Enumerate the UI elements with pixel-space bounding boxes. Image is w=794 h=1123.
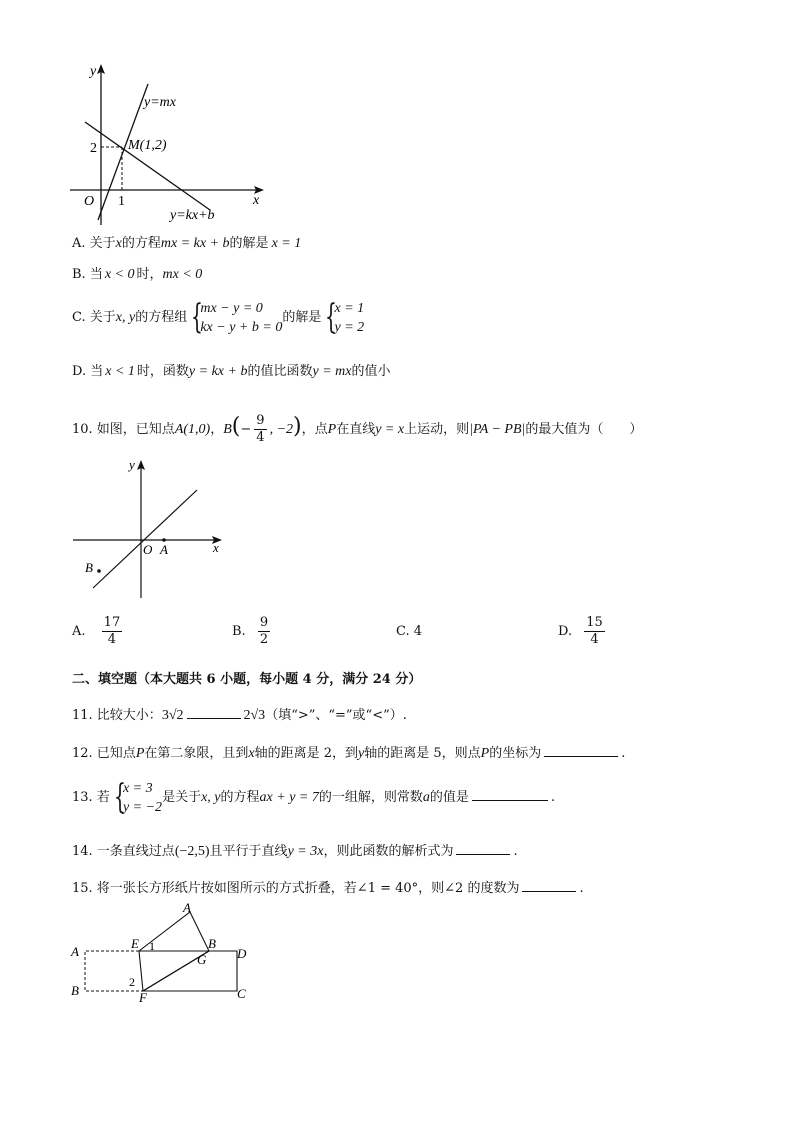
q9-option-a [72,235,301,253]
answer-blank[interactable] [472,788,548,801]
tick-2: 2 [90,141,97,156]
label-x: x [213,540,219,555]
text: 14. 一条直线过点 [72,844,175,859]
text: （填“>”、“=”或“<”）. [265,708,407,723]
solution-c: { x = 1 y = 2 [325,296,365,337]
text: 是关于 [162,790,202,805]
line-y-kx-b [85,122,210,210]
math: y = kx + b [188,364,248,379]
eq: x = 3 [122,780,153,796]
math: P [480,746,490,761]
label-c: C [237,986,246,1001]
line-y-x [93,490,197,588]
math: y = x [375,422,405,437]
label-point-m: M(1,2) [128,138,167,153]
math: |PA − PB| [469,422,526,437]
text: 的一组解，则常数 [318,790,423,805]
text: 的解是 [282,310,322,325]
text: C. 4 [396,624,423,639]
text: 在直线 [336,422,376,437]
math: (−2,5) [174,844,210,859]
label-d: D [237,946,247,961]
text: B. [232,624,246,639]
eq: y = −2 [122,799,163,815]
q10-stem: 10. 如图，已知点A(1,0)，B(− $\frac{9}{4}$ , −2)，点P在直线y = x上运动，则|PA − PB|的最大值为（ ） [72,413,643,445]
text: 的方程 [220,790,260,805]
system-c: { mx − y = 0 kx − y + b = 0 [191,296,283,337]
text: 且平行于直线 [209,844,288,859]
fraction: $\frac{9}{2}$ [259,615,269,647]
text: 轴的距离是 5，则点 [364,746,481,761]
answer-blank[interactable] [522,879,576,892]
text: . [513,844,518,859]
text: 时， [136,267,163,282]
text: 时，函数 [136,364,189,379]
label-f: F [139,990,147,1005]
q9-option-b [72,266,202,284]
q12 [72,744,625,763]
fraction: $\frac{15}{4}$ [586,615,603,647]
label-o: O [143,542,153,557]
text: 15. 将一张长方形纸片按如图所示的方式折叠，若∠1 = 40°，则∠2 的度数为 [72,881,520,896]
label-y: y [90,64,97,79]
text: 轴的距离是 2，到 [254,746,359,761]
math: x < 0 [104,267,135,282]
label-a-top: A [183,900,191,915]
fraction: $\frac{9}{4}$ [256,413,265,445]
point-a: A(1,0) [174,422,211,437]
math: x = 1 [271,236,302,251]
figure-fold [65,900,265,1005]
math: x, y [115,310,136,325]
q13 [72,778,555,818]
text: 的解是 [229,236,269,251]
math: P [327,422,337,437]
label-b-left: B [71,983,79,998]
point-b: B [223,422,232,437]
q10-option-a [72,614,125,650]
label-b: B [85,560,93,575]
eq: mx − y = 0 [200,300,263,316]
label-x: x [253,193,260,208]
text: 11. 比较大小： [72,708,162,723]
text: 的最大值为（ ） [525,422,643,437]
q11 [72,706,407,725]
answer-blank[interactable] [456,842,510,855]
math: P [135,746,145,761]
math: x [248,746,255,761]
text: 的值比函数 [247,364,313,379]
math: , −2 [269,422,294,437]
text: ， [210,422,224,437]
text: 上运动，则 [404,422,470,437]
label-g: G [197,952,207,967]
text: 的坐标为 [489,746,542,761]
text: 的方程组 [135,310,188,325]
q9-option-c [72,298,364,338]
label-e: E [131,936,139,951]
text: 的方程 [121,236,161,251]
math: x [115,236,122,251]
text: 13. 若 [72,790,110,805]
section-title: 二、填空题（本大题共 6 小题，每小题 4 分，满分 24 分） [72,672,422,687]
text: . [621,746,626,761]
text: C. 关于 [72,310,116,325]
label-y-kx-b: y=kx+b [170,208,215,223]
text: ，则此函数的解析式为 [323,844,454,859]
q10-option-c [396,614,422,650]
text: A. [72,624,86,639]
label-1: 1 [149,939,155,953]
eq: kx − y + b = 0 [200,319,283,335]
answer-blank[interactable] [544,744,618,757]
math: 3√2 [161,708,184,723]
label-a: A [160,542,168,557]
math: x, y [201,790,221,805]
math: mx = kx + b [160,236,230,251]
math: ax + y = 7 [259,790,319,805]
label-origin: O [84,194,95,209]
label-y-mx: y=mx [144,95,176,110]
text: B. 当 [72,267,103,282]
math: x < 1 [105,364,135,379]
math: 2√3 [243,708,266,723]
rect-remaining [143,951,237,991]
point-b-dot [97,569,101,573]
q10-option-d [558,614,608,650]
math: a [422,790,430,805]
text: 12. 已知点 [72,746,136,761]
q14 [72,842,518,861]
q15 [72,879,584,898]
text: D. [558,624,573,639]
math: y = mx [312,364,352,379]
text: 在第二象限，且到 [144,746,249,761]
label-a-left: A [71,944,79,959]
text: . [579,881,584,896]
tick-1: 1 [118,194,125,209]
fraction: $\frac{17}{4}$ [103,615,121,647]
text: A. 关于 [72,236,116,251]
q10-option-b [232,614,273,650]
math: y = 3x [287,844,324,859]
eq: y = 2 [334,319,365,335]
math: y [358,746,365,761]
eq: x = 1 [334,300,365,316]
text: 的值小 [351,364,391,379]
label-b: B [208,936,216,951]
figure-linear-functions [60,60,280,230]
text: 的值是 [429,790,469,805]
text: D. 当 [72,364,104,379]
label-y: y [129,457,135,472]
math: mx < 0 [162,267,203,282]
q9-option-d [72,363,391,381]
system-q13: { x = 3 y = −2 [113,776,163,817]
label-2: 2 [129,975,135,989]
text: . [550,790,556,805]
answer-blank[interactable] [187,706,241,719]
figure-q10 [65,455,235,605]
text: 10. 如图，已知点 [72,422,175,437]
text: ，点 [301,422,328,437]
